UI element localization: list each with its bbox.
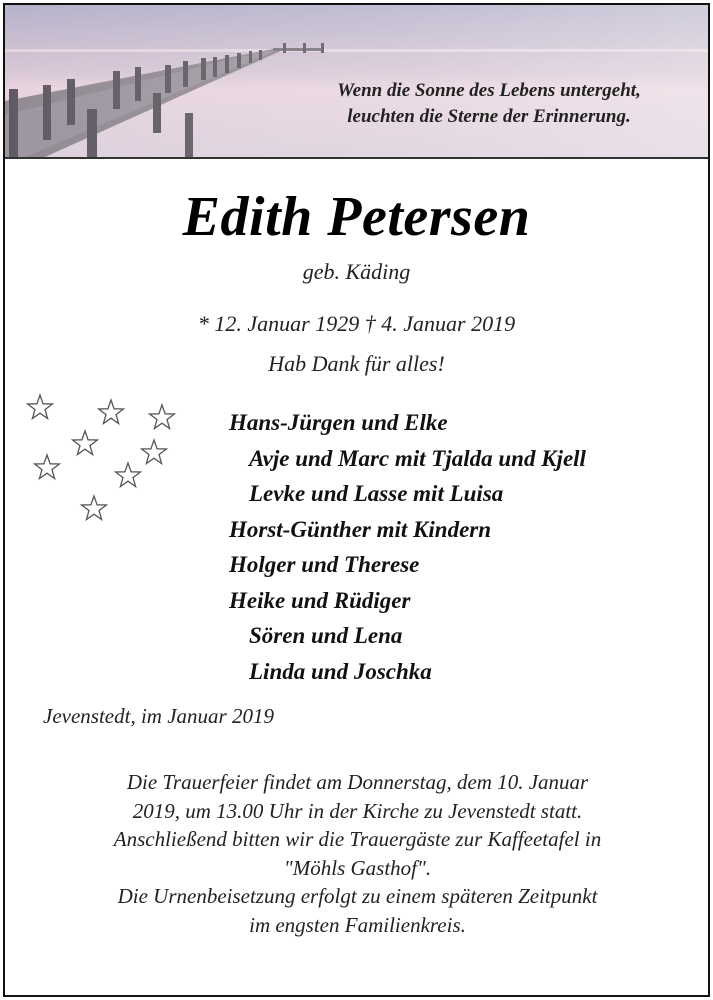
star-icon: [35, 455, 60, 479]
header-banner: [5, 5, 708, 159]
star-icon: [142, 440, 167, 464]
place-date: Jevenstedt, im Januar 2019: [43, 704, 274, 728]
motto: [289, 78, 689, 130]
notice-line: Anschließend bitten wir die Trauergäste zur Kaffeetafel in: [113, 827, 602, 851]
family-member: Linda und Joschka: [249, 658, 432, 684]
family-list: [229, 405, 699, 689]
family-member: Levke und Lasse mit Luisa: [249, 481, 504, 506]
star-icon: [150, 405, 175, 429]
life-dates: * 12. Januar 1929 † 4. Januar 2019: [197, 311, 516, 336]
birth-name: geb. Käding: [302, 259, 411, 284]
notice-line: im engsten Familienkreis.: [249, 912, 466, 937]
family-member: Sören und Lena: [249, 623, 403, 648]
family-member: Hans-Jürgen und Elke: [229, 410, 448, 435]
star-icon: [116, 463, 141, 487]
notice-line: "Möhls Gasthof".: [283, 855, 432, 880]
star-icon: [73, 431, 98, 455]
family-member: Horst-Günther mit Kindern: [229, 516, 492, 542]
stars-decoration: [5, 385, 205, 525]
thanks-line: Hab Dank für alles!: [268, 351, 445, 376]
notice-line: Die Trauerfeier findet am Donnerstag, dem 10. Januar: [126, 770, 589, 794]
family-member: Avje und Marc mit Tjalda und Kjell: [249, 445, 586, 471]
deceased-name: Edith Petersen: [182, 186, 531, 248]
star-icon: [99, 400, 124, 424]
funeral-notice: [25, 768, 690, 939]
motto-line-1: Wenn die Sonne des Lebens untergeht,: [337, 80, 641, 101]
star-icon: [28, 395, 53, 419]
star-icon: [82, 496, 107, 520]
notice-line: 2019, um 13.00 Uhr in der Kirche zu Jevenstedt statt.: [132, 798, 583, 823]
family-member: Holger und Therese: [229, 552, 420, 577]
obituary-notice: [3, 3, 710, 997]
notice-line: Die Urnenbeisetzung erfolgt zu einem späteren Zeitpunkt: [117, 884, 598, 908]
motto-line-2: leuchten die Sterne der Erinnerung.: [347, 106, 631, 127]
family-member: Heike und Rüdiger: [229, 587, 411, 613]
